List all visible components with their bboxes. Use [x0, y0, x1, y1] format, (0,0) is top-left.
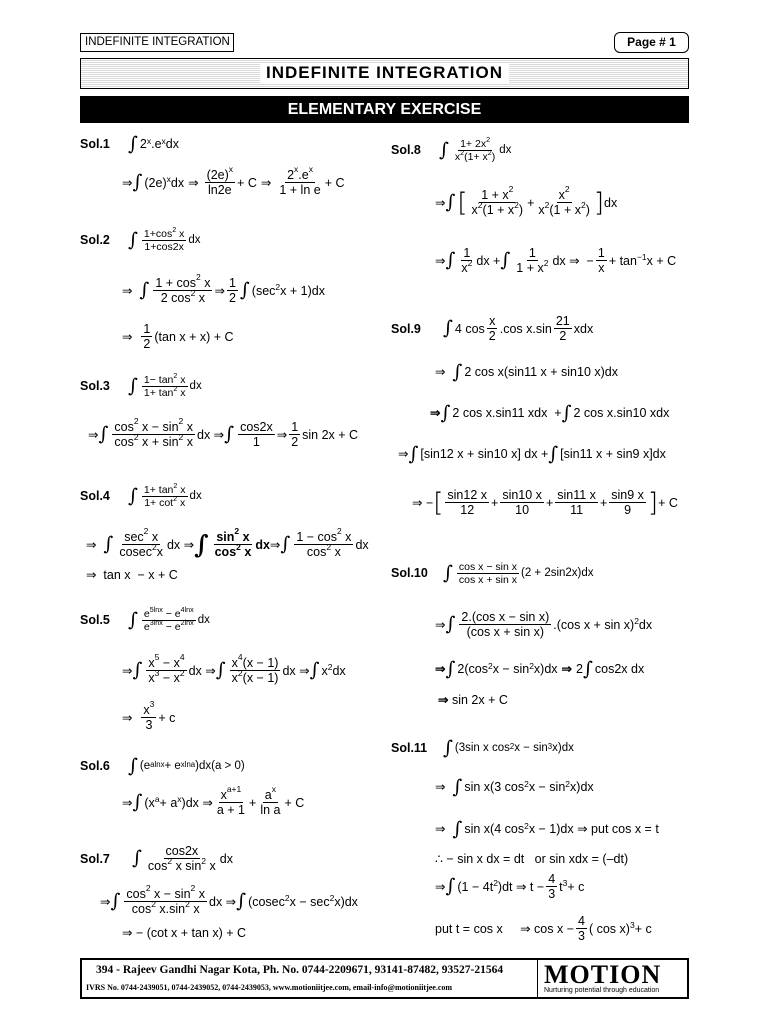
sol9-step1: ⇒ ∫ 2 cos x(sin11 x + sin10 x)dx	[435, 361, 618, 383]
sol11-step3: ∴ − sin x dx = dt or sin xdx = (–dt)	[435, 852, 629, 866]
sol10-step1: ⇒ ∫ $\frac{\text{2.(cos x − sin x)}}{\text{(cos x + sin x)}}$ .(cos x + sin x) $^2$ dx	[435, 610, 653, 640]
sol10-step2: ⇒ ∫ 2(cos $^2$ x − sin $^2$ x)dx ⇒ 2 ∫ cos2x dx	[435, 658, 645, 680]
sol3-question: Sol.3 ∫ $\frac{1- \tan^2 x}{1+ \tan^2 x}$ dx	[80, 371, 202, 400]
sol1-question: Sol.1 ∫ 2 $^x$ .e $^x$ dx	[80, 133, 179, 155]
sol5-step2: ⇒ $\frac{x^3}{3}$ + c	[122, 699, 176, 733]
sol9-label: Sol.9	[391, 321, 421, 336]
sol2-step2: ⇒ $\frac{1}{2}$ (tan x + x) + C	[122, 322, 234, 352]
sol11-step2: ⇒ ∫ sin x(4 cos $^2$ x − 1)dx ⇒ put cos x = t	[435, 818, 659, 840]
sol10-question: Sol.10 ∫ $\frac{\text{cos x − sin x}}{\text{cos x + sin x}}$ (2 + 2sin2x)dx	[391, 561, 594, 587]
header-tag: INDEFINITE INTEGRATION	[80, 33, 234, 52]
footer-divider	[537, 960, 538, 997]
sol3-step: ⇒ ∫ $\frac{\cos^2 x - \sin^2 x}{\cos^2 x + \sin^2 x}$ dx ⇒ ∫ $\frac{\cos 2x}{1}$ ⇒ $\frac{1}{2}$ sin 2x + C	[88, 416, 359, 450]
sol7-label: Sol.7	[80, 851, 110, 866]
sol1-step: ⇒ ∫ (2e) $^x$ dx ⇒ $\frac{(2e)^x}{\ln 2e}$ + C ⇒ $\frac{2^x.e^x}{\text{1 + ln e}}$ + C	[122, 164, 345, 198]
footer-contacts: IVRS No. 0744-2439051, 0744-2439052, 0744-2439053, www.motioniitjee.com, email-info@motioniitjee.com	[86, 983, 453, 992]
sol2-step1: ⇒ ∫ $\frac{1 + \cos^2 x}{2 \cos^2 x}$ ⇒ $\frac{1}{2}$ ∫ (sec $^2$ x + 1)dx	[122, 272, 325, 306]
sol11-step4: ⇒ ∫ (1 − 4t $^2$ )dt ⇒ t − $\frac{4}{3}$ t $^3$ + c	[435, 872, 585, 902]
section-bar: ELEMENTARY EXERCISE	[80, 96, 689, 123]
motion-logo: MOTION	[544, 960, 662, 989]
sol4-step2: ⇒ tan x − x + C	[86, 568, 178, 582]
sol8-question: Sol.8 ∫ $\frac{1+ 2x^2}{x^2(1+ x^2)}$ dx	[391, 135, 512, 164]
sol4-question: Sol.4 ∫ $\frac{1+ \tan^2 x}{1+ \cot^2 x}$ dx	[80, 481, 202, 510]
sol8-label: Sol.8	[391, 143, 421, 158]
sol10-step3: ⇒ sin 2x + C	[438, 693, 508, 707]
sol10-label: Sol.10	[391, 566, 428, 581]
sol3-label: Sol.3	[80, 379, 110, 394]
sol9-question: Sol.9 ∫ 4 cos $\frac{x}{2}$ .cos x.sin $\frac{21}{2}$ xdx	[391, 314, 594, 344]
footer	[80, 958, 689, 999]
page-title	[80, 58, 689, 89]
sol5-step1: ⇒ ∫ $\frac{x^5 - x^4}{x^3 - x^2}$ dx ⇒ ∫ $\frac{x^4(x - 1)}{x^2(x - 1)}$ dx ⇒ ∫ x $^2$ dx	[122, 652, 346, 686]
sol11-step1: ⇒ ∫ sin x(3 cos $^2$ x − sin $^2$ x)dx	[435, 776, 594, 798]
sol11-label: Sol.11	[391, 741, 428, 756]
sol7-step2: ⇒ − (cot x + tan x) + C	[122, 926, 247, 940]
sol1-label: Sol.1	[80, 137, 110, 152]
sol5-question: Sol.5 ∫ $\frac{e^{5lnx} - e^{4lnx}}{e^{3lnx} - e^{2lnx}}$ dx	[80, 605, 210, 634]
sol6-question: Sol.6 ∫ (e $^{alnx}$ + e $^{xlna}$ )dx(a > 0)	[80, 755, 245, 777]
sol9-step2: ⇒ ∫ 2 cos x.sin11 xdx + ∫ 2 cos x.sin10 xdx	[430, 402, 670, 424]
sol11-question: Sol.11 ∫ (3sin x cos $^2$ x − sin $^3$ x)dx	[391, 737, 574, 759]
sol2-label: Sol.2	[80, 233, 110, 248]
sol9-step3: ⇒ ∫ [sin12 x + sin10 x] dx + ∫ [sin11 x + sin9 x]dx	[398, 443, 666, 465]
sol4-step1: ⇒ ∫ $\frac{\sec^2 x}{cosec^2x}$ dx ⇒ ∫ $\frac{\sin^2 x}{\cos^2 x}$ dx ⇒ ∫ $\frac{1 - \cos^2 x}{\cos^2 x}$ dx	[86, 526, 369, 560]
page-title-text: INDEFINITE INTEGRATION	[260, 63, 509, 83]
sol4-label: Sol.4	[80, 489, 110, 504]
sol7-question: Sol.7 ∫ $\frac{\cos 2x}{\cos^2 x \sin^2 x}$ dx	[80, 844, 233, 874]
sol7-step1: ⇒ ∫ $\frac{\cos^2 x - \sin^2 x}{\cos^2 x.\sin^2 x}$ dx ⇒ ∫ (cosec $^2$ x − sec $^2$ x)dx	[100, 883, 358, 917]
sol8-step1: ⇒ ∫ [ $\frac{1 + x^2}{x^2(1 + x^2)}$ + $\frac{x^2}{x^2(1 + x^2)}$ ] dx	[435, 184, 618, 218]
footer-tagline: Nurturing potential through education	[544, 987, 660, 994]
sol8-step2: ⇒ ∫ $\frac{1}{x^2}$ dx + ∫ $\frac{1}{1 + x^2}$ dx ⇒ − $\frac{1}{x}$ + tan $^{-1}$ x + C	[435, 246, 677, 276]
sol6-step: ⇒ ∫ (x $^a$ + a $^x$ )dx ⇒ $\frac{x^{a+1}}{a + 1}$ + $\frac{a^x}{\text{ln a}}$ + C	[122, 784, 305, 818]
footer-address: 394 - Rajeev Gandhi Nagar Kota, Ph. No. 0744-2209671, 93141-87482, 93527-21564	[96, 964, 504, 976]
sol6-label: Sol.6	[80, 759, 110, 774]
sol2-question: Sol.2 ∫ $\frac{1+\cos^2 x}{1+\cos 2x}$ dx	[80, 225, 201, 254]
sol9-step4: ⇒ − [ $\frac{\sin 12 x}{12}$ + $\frac{\sin 10 x}{10}$ + $\frac{\sin 11 x}{11}$ + $\frac{\sin 9 x}{9}$ ] + C	[412, 487, 678, 518]
sol5-label: Sol.5	[80, 613, 110, 628]
sol11-step5: put t = cos x ⇒ cos x − $\frac{4}{3}$ ( cos x) $^3$ + c	[435, 914, 652, 944]
page-number: Page # 1	[614, 32, 689, 53]
